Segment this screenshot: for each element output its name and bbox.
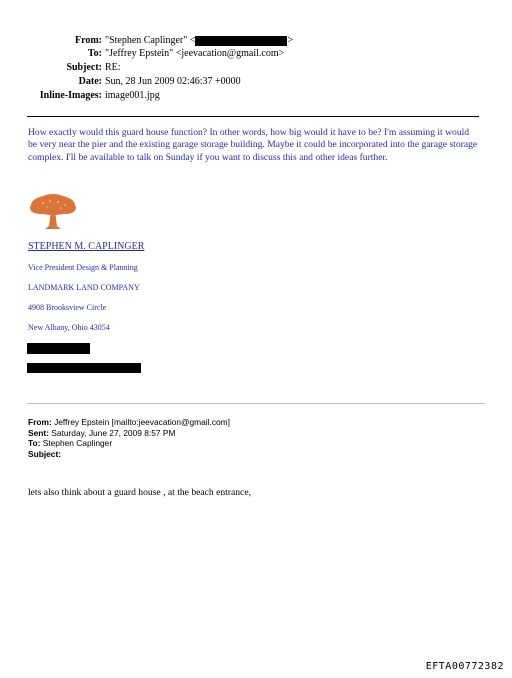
oak-tree-icon [28, 193, 78, 231]
forwarded-sent-row: Sent: Saturday, June 27, 2009 8:57 PM [28, 427, 176, 438]
signature-address-line2: New Albany, Ohio 43054 [28, 323, 110, 332]
message-body: How exactly would this guard house function? In other words, how big would it have to be? I'm assuming it would be very near the pier and the existing garage storage building. Maybe it could be incorporated into the garage storage complex. I'll be available to talk on Sunday if you want to discuss this and other ideas further. [28, 127, 478, 163]
forwarded-to-row: To: Stephen Caplinger [28, 438, 113, 449]
redaction-bar [27, 363, 141, 373]
date-label: Date: [78, 76, 102, 87]
redaction-bar [27, 343, 90, 354]
to-value: "Jeffrey Epstein" <jeevacation@gmail.com> [105, 48, 285, 59]
subject-value: RE: [105, 62, 121, 73]
signature-company: LANDMARK LAND COMPANY [28, 283, 140, 292]
from-label: From: [74, 35, 102, 46]
forwarded-body: lets also think about a guard house , at the beach entrance, [28, 487, 251, 498]
signature-name[interactable]: STEPHEN M. CAPLINGER [28, 241, 145, 252]
forwarded-from-row: From: Jeffrey Epstein [mailto:jeevacation@gmail.com] [28, 417, 230, 427]
document-stamp: EFTA00772382 [425, 661, 504, 672]
forward-divider [27, 403, 485, 404]
inline-images-value: image001.jpg [105, 90, 160, 101]
redaction-bar [195, 36, 287, 46]
inline-images-label: Inline-Images: [39, 90, 102, 101]
forwarded-header [28, 417, 230, 459]
forwarded-subject-row: Subject: [28, 448, 62, 459]
from-value: "Stephen Caplinger" < > [105, 35, 294, 46]
header-divider [27, 116, 479, 117]
signature-address-line1: 4908 Brooksview Circle [28, 303, 107, 312]
to-label: To: [87, 48, 102, 59]
signature-title: Vice President Design & Planning [28, 263, 138, 272]
subject-label: Subject: [66, 62, 102, 73]
date-value: Sun, 28 Jun 2009 02:46:37 +0000 [105, 76, 241, 87]
